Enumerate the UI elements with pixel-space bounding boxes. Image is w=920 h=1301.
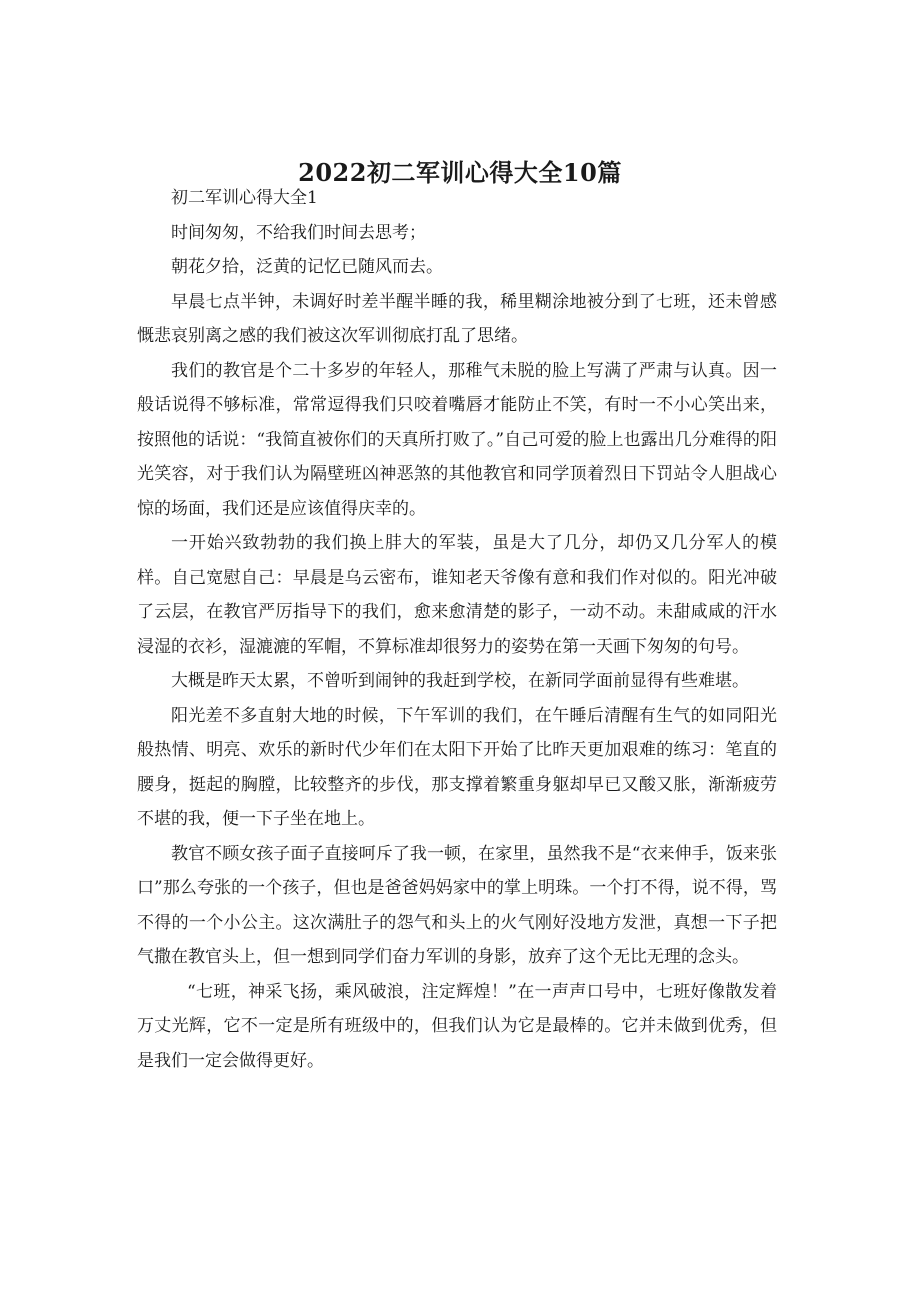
paragraph: 我们的教官是个二十多岁的年轻人，那稚气未脱的脸上写满了严肃与认真。因一般话说得不够标准，常常逗得我们只咬着嘴唇才能防止不笑，有时一不小心笑出来，按照他的话说：“我简直被你们的天真所打败了。”自己可爱的脸上也露出几分难得的阳光笑容，对于我们认为隔壁班凶神恶煞的其他教官和同学顶着烈日下罚站令人胆战心惊的场面，我们还是应该值得庆幸的。 [137,360,777,519]
section-heading: 初二军训心得大全1 [171,188,318,208]
document-title: 2022初二军训心得大全10篇 [298,158,622,188]
paragraph: 大概是昨天太累，不曾听到闹钟的我赶到学校，在新同学面前显得有些难堪。 [171,671,749,691]
paragraph: 时间匆匆，不给我们时间去思考； [171,222,426,243]
paragraph: 教官不顾女孩子面子直接呵斥了我一顿，在家里，虽然我不是“衣来伸手，饭来张口”那么夸张的一个孩子，但也是爸爸妈妈家中的掌上明珠。一个打不得，说不得，骂不得的一个小公主。这次满肚子的怨气和头上的火气刚好没地方发泄，真想一下子把气撒在教官头上，但一想到同学们奋力军训的身影，放弃了这个无比无理的念头。 [137,843,777,967]
paragraph: “七班，神采飞扬，乘风破浪，注定辉煌！”在一声声口号中，七班好像散发着万丈光辉，它不一定是所有班级中的，但我们认为它是最棒的。它并未做到优秀，但是我们一定会做得更好。 [137,981,777,1071]
paragraph: 阳光差不多直射大地的时候，下午军训的我们，在午睡后清醒有生气的如同阳光般热情、明亮、欢乐的新时代少年们在太阳下开始了比昨天更加艰难的练习：笔直的腰身，挺起的胸膛，比较整齐的步伐，那支撑着繁重身躯却早已又酸又胀，渐渐疲劳不堪的我，便一下子坐在地上。 [137,705,777,829]
paragraph: 一开始兴致勃勃的我们换上肨大的军装，虽是大了几分，却仍又几分军人的模样。自己宽慰自己：早晨是乌云密布，谁知老天爷像有意和我们作对似的。阳光冲破了云层，在教官严厉指导下的我们，愈来愈清楚的影子，一动不动。未甜咸咸的汗水浸湿的衣衫，湿漉漉的军帽，不算标准却很努力的姿势在第一天画下匆匆的句号。 [137,533,777,657]
document-body [137,181,777,1078]
paragraph: 朝花夕拾，泛黄的记忆已随风而去。 [171,257,443,277]
paragraph: 早晨七点半钟，未调好时差半醒半睡的我，稀里糊涂地被分到了七班，还未曾感慨悲哀别离之感的我们被这次军训彻底打乱了思绪。 [137,291,777,346]
